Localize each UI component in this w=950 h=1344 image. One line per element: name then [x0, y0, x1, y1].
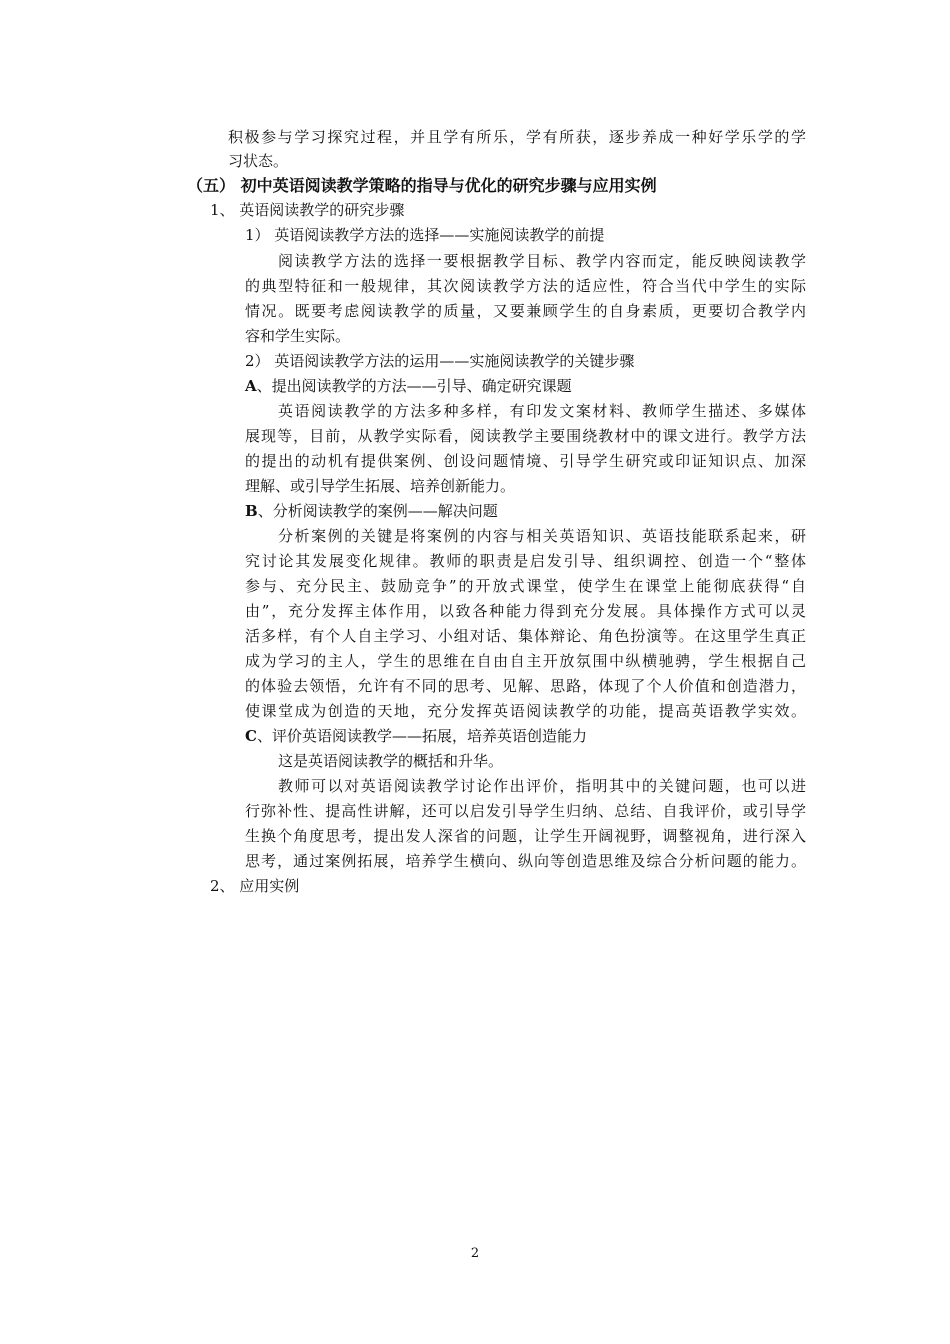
- sub-a-paragraph-line: 的提出的动机有提供案例、创设问题情境、引导学生研究或印证知识点、加深: [245, 452, 806, 470]
- step1-title: 1） 英语阅读教学方法的选择——实施阅读教学的前提: [245, 226, 605, 244]
- sub-c-paragraph-line: 生换个角度思考，提出发人深省的问题，让学生开阔视野，调整视角，进行深入: [245, 827, 806, 845]
- intro-line: 习状态。: [228, 152, 289, 170]
- item1-title: 1、 英语阅读教学的研究步骤: [210, 201, 405, 219]
- page-number: 2: [470, 1246, 480, 1261]
- section-heading: （五） 初中英语阅读教学策略的指导与优化的研究步骤与应用实例: [187, 176, 657, 195]
- sub-c-text: 、评价英语阅读教学——拓展，培养英语创造能力: [256, 727, 587, 745]
- sub-b-paragraph-line: 活多样，有个人自主学习、小组对话、集体辩论、角色扮演等。在这里学生真正: [245, 627, 806, 645]
- sub-b-text: 、分析阅读教学的案例——解决问题: [257, 502, 498, 520]
- sub-a-title: [245, 375, 572, 397]
- sub-b-title: [245, 500, 498, 522]
- sub-b-paragraph-line: 由”，充分发挥主体作用，以致各种能力得到充分发展。具体操作方式可以灵: [245, 602, 806, 620]
- step1-paragraph-line: 情况。既要考虑阅读教学的质量，又要兼顾学生的自身素质，更要切合教学内: [245, 302, 806, 320]
- sub-c-paragraph-line: 行弥补性、提高性讲解，还可以启发引导学生归纳、总结、自我评价，或引导学: [245, 802, 806, 820]
- sub-a-paragraph-line: 理解、或引导学生拓展、培养创新能力。: [245, 477, 516, 495]
- sub-a-text: 、提出阅读教学的方法——引导、确定研究课题: [256, 377, 572, 395]
- step2-title: 2） 英语阅读教学方法的运用——实施阅读教学的关键步骤: [245, 352, 635, 370]
- sub-c-title: [245, 725, 587, 747]
- sub-a-paragraph-line: 展现等，目前，从教学实际看，阅读教学主要围绕教材中的课文进行。教学方法: [245, 427, 806, 445]
- step1-paragraph-line: 阅读教学方法的选择一要根据教学目标、教学内容而定，能反映阅读教学: [278, 252, 806, 270]
- sub-b-paragraph-line: 成为学习的主人，学生的思维在自由自主开放氛围中纵横驰骋，学生根据自己: [245, 652, 806, 670]
- sub-c-paragraph-line: 思考，通过案例拓展，培养学生横向、纵向等创造思维及综合分析问题的能力。: [245, 852, 806, 870]
- sub-b-paragraph-line: 分析案例的关键是将案例的内容与相关英语知识、英语技能联系起来，研: [278, 527, 806, 545]
- sub-c-paragraph-line: 这是英语阅读教学的概括和升华。: [278, 752, 504, 770]
- sub-c-paragraph-line: 教师可以对英语阅读教学讨论作出评价，指明其中的关键问题，也可以进: [278, 777, 806, 795]
- step1-paragraph-line: 的典型特征和一般规律，其次阅读教学方法的适应性，符合当代中学生的实际: [245, 277, 806, 295]
- sub-a-letter: A: [245, 377, 257, 395]
- intro-line: 积极参与学习探究过程，并且学有所乐，学有所获，逐步养成一种好学乐学的学: [228, 128, 806, 146]
- sub-b-paragraph-line: 参与、充分民主、鼓励竞争”的开放式课堂，使学生在课堂上能彻底获得“自: [245, 577, 806, 595]
- sub-b-paragraph-line: 的体验去领悟，允许有不同的思考、见解、思路，体现了个人价值和创造潜力，: [245, 677, 806, 695]
- sub-b-letter: B: [245, 502, 258, 520]
- sub-b-paragraph-line: 究讨论其发展变化规律。教师的职责是启发引导、组织调控、创造一个“整体: [245, 552, 806, 570]
- sub-b-paragraph-line: 使课堂成为创造的天地，充分发挥英语阅读教学的功能，提高英语教学实效。: [245, 702, 806, 720]
- sub-a-paragraph-line: 英语阅读教学的方法多种多样，有印发文案材料、教师学生描述、多媒体: [278, 402, 806, 420]
- sub-c-letter: C: [245, 727, 257, 745]
- item2-title: 2、 应用实例: [210, 877, 300, 895]
- step1-paragraph-line: 容和学生实际。: [245, 327, 351, 345]
